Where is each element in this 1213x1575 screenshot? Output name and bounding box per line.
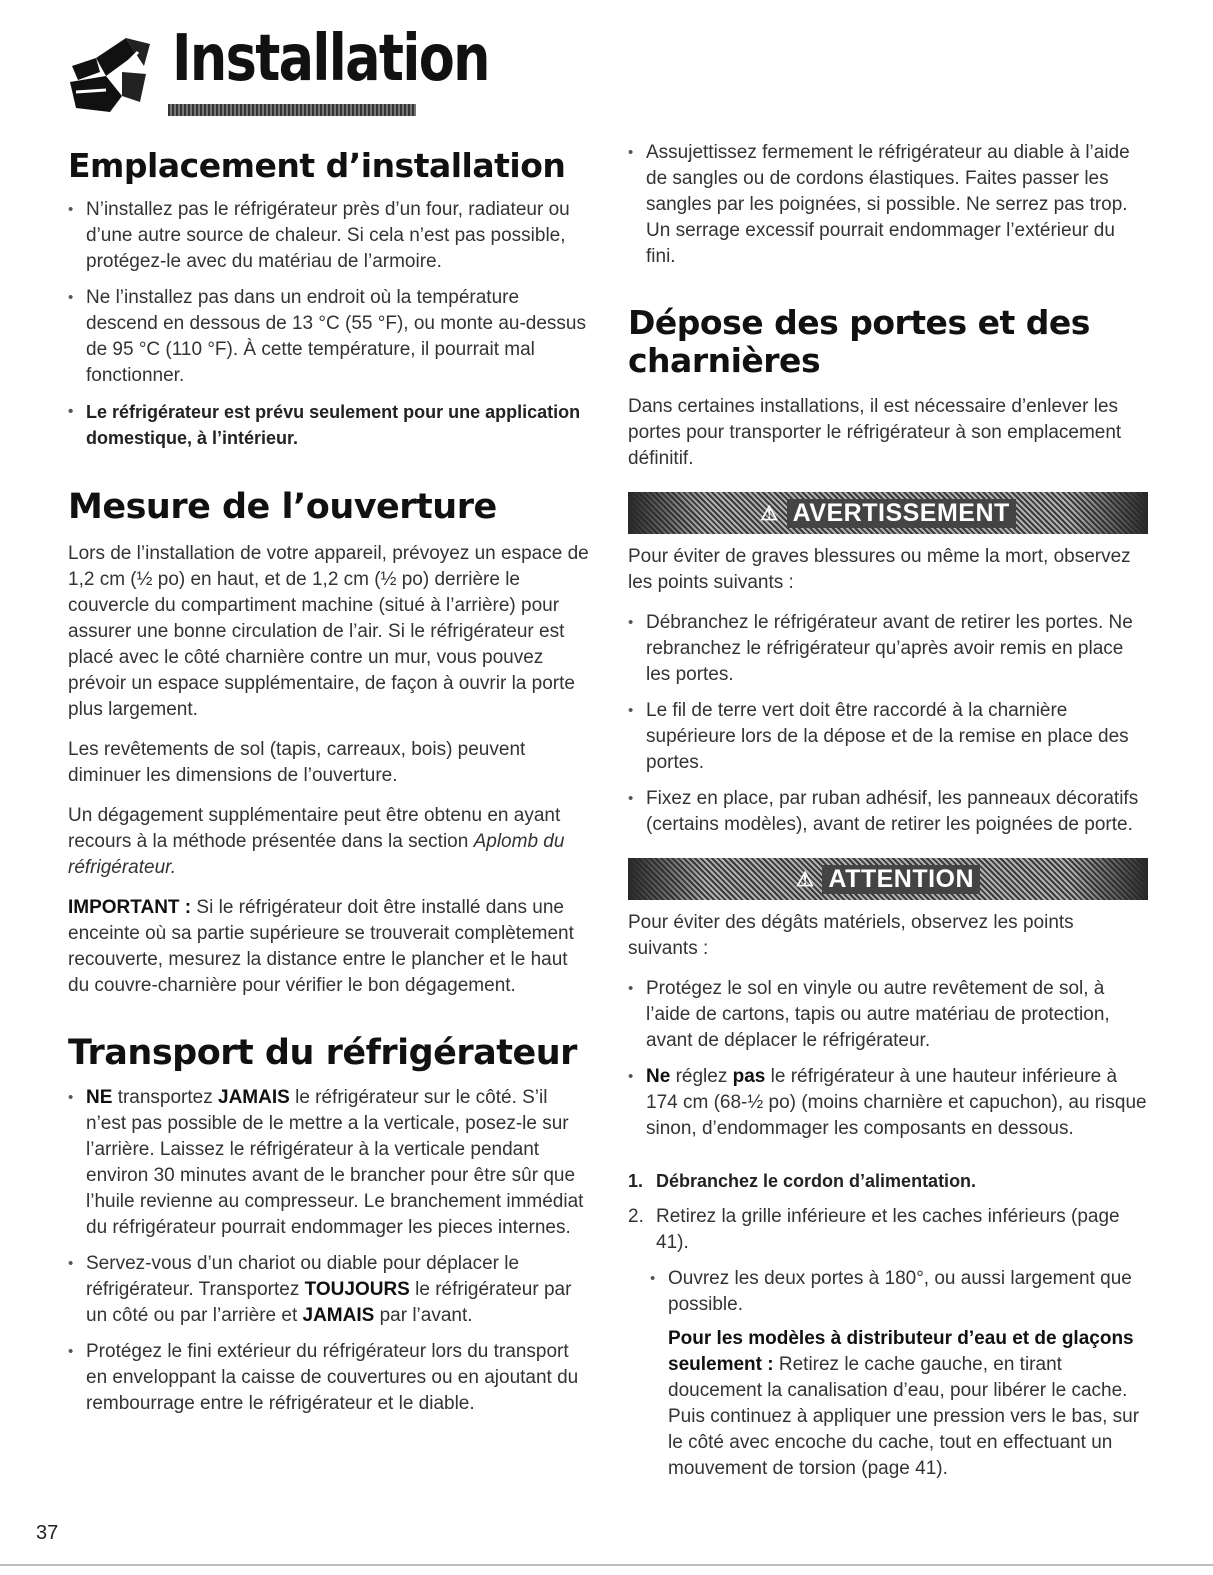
list-item: • Ne l’installez pas dans un endroit où la température descend en dessous de 13 °C (55 °F), ou monte au-dessus de 95 °C (110 °F). À cette température, il pourrait mal fonctionner. <box>68 285 592 389</box>
warning-banner <box>628 492 1148 534</box>
list-item: • Protégez le fini extérieur du réfrigérateur lors du transport en enveloppant la caisse de couvertures ou en ajoutant du rembourrage entre le réfrigérateur et le diable. <box>68 1339 592 1417</box>
left-column <box>68 140 592 1427</box>
sub-list <box>650 1266 1148 1318</box>
warning-triangle-icon: ⚠ <box>795 868 815 891</box>
section-reference: Aplomb du réfrigérateur. <box>68 831 565 878</box>
note-label: Pour les modèles à distributeur d’eau et de glaçons seulement : <box>668 1328 1134 1375</box>
steps-list <box>628 1168 1148 1256</box>
list-item <box>68 1251 592 1329</box>
text-span: Si le réfrigérateur doit être installé dans une enceinte où sa partie supérieure se trouverait complètement recouverte, mesurez la distance entre le plancher et le haut du couvre-charnière pour vérifier le bon dégagement. <box>68 897 574 996</box>
paragraph: Pour éviter de graves blessures ou même la mort, observez les points suivants : <box>628 546 1131 593</box>
text-span: Servez-vous d’un chariot ou diable pour déplacer le réfrigérateur. Transportez <box>86 1253 520 1300</box>
text-span: transportez <box>117 1087 213 1108</box>
banner-label: ATTENTION <box>822 865 980 894</box>
title-underline <box>168 104 416 116</box>
step-number: 1. <box>628 1171 644 1191</box>
list-item: • Fixez en place, par ruban adhésif, les panneaux décoratifs (certains modèles), avant de retirer les poignées de porte. <box>628 786 1148 838</box>
right-column <box>628 140 1148 1482</box>
list-item: • Protégez le sol en vinyle ou autre revêtement de sol, à l’aide de cartons, tapis ou autre matériau de protection, avant de déplacer le réfrigérateur. <box>628 976 1148 1054</box>
note-text: Retirez le cache gauche, en tirant doucement la canalisation d’eau, pour libérer le cache. Puis continuez à appliquer une pression vers le bas, sur le côté avec encoche du cache, tout en effectuant un mouvement de torsion (page 41). <box>668 1354 1140 1479</box>
emphasis: NE <box>86 1087 113 1108</box>
step-text: Retirez la grille inférieure et les caches inférieurs (page 41). <box>656 1206 1120 1253</box>
step-number: 2. <box>628 1206 644 1227</box>
text-span: par l’avant. <box>379 1305 473 1326</box>
emphasis: JAMAIS <box>302 1305 375 1326</box>
emphasis: Ne <box>646 1066 671 1087</box>
paragraph: Lors de l’installation de votre appareil, prévoyez un espace de 1,2 cm (½ po) en haut, et de 1,2 cm (½ po) derrière le couvercle du compartiment machine (situé à l’arrière) pour assurer une bonne circulation de l’air. Si le réfrigérateur est placé avec le côté charnière contre un mur, vous pouvez prévoir un espace supplémentaire, de façon à ouvrir la porte plus largement. <box>68 543 589 720</box>
page-number: 37 <box>36 1522 59 1544</box>
text-span: le réfrigérateur à une hauteur inférieure à 174 cm (68-½ po) (moins charnière et capuchon), au risque sinon, d’endommager les composants en dessous. <box>646 1066 1147 1139</box>
list-item: • Débranchez le réfrigérateur avant de retirer les portes. Ne rebranchez le réfrigérateur qu’après avoir remis en place les portes. <box>628 610 1148 688</box>
emphasis: TOUJOURS <box>304 1279 410 1300</box>
list-item: • Ouvrez les deux portes à 180°, ou aussi largement que possible. <box>650 1266 1148 1318</box>
list-item <box>68 1085 592 1241</box>
text-span: le réfrigérateur sur le côté. S’il n’est pas possible de le mettre a la verticale, posez-le sur l’arrière. Laissez le réfrigérateur à la verticale pendant environ 30 minutes avant de le brancher pour être sûr que l’huile revienne au compresseur. Le branchement immédiat du réfrigérateur pourrait endommager les pieces internes. <box>86 1087 584 1238</box>
paragraph: Pour éviter des dégâts matériels, observez les points suivants : <box>628 912 1074 959</box>
installation-logo-icon <box>66 32 154 112</box>
emphasis: pas <box>732 1066 766 1087</box>
important-label: IMPORTANT : <box>68 897 192 918</box>
list-item: • N’installez pas le réfrigérateur près d’un four, radiateur ou d’une autre source de chaleur. Si cela n’est pas possible, protégez-le avec du matériau de l’armoire. <box>68 197 592 275</box>
caution-banner <box>628 858 1148 900</box>
warning-list <box>628 610 1148 838</box>
warning-triangle-icon: ⚠ <box>760 502 779 525</box>
bottom-divider <box>0 1564 1213 1566</box>
list-item: • Le fil de terre vert doit être raccordé à la charnière supérieure lors de la dépose et de la remise en place des portes. <box>628 698 1148 776</box>
caution-list <box>628 976 1148 1142</box>
transport-continued-list <box>628 140 1148 270</box>
page-title: Installation <box>172 22 489 96</box>
text-span: le réfrigérateur par un côté ou par l’arrière et <box>86 1279 572 1326</box>
text-span: Un dégagement supplémentaire peut être obtenu en ayant recours à la méthode présentée dans la section <box>68 805 561 852</box>
text-span: réglez <box>675 1066 728 1087</box>
banner-label: AVERTISSEMENT <box>787 499 1016 528</box>
list-item: • Assujettissez fermement le réfrigérateur au diable à l’aide de sangles ou de cordons élastiques. Faites passer les sangles par les poignées, si possible. Ne serrez pas trop. Un serrage excessif pourrait endommager l’extérieur du fini. <box>628 140 1148 270</box>
important-paragraph <box>68 895 592 999</box>
emplacement-list <box>68 197 592 451</box>
list-item-bold: • Le réfrigérateur est prévu seulement pour une application domestique, à l’intérieur. <box>68 399 592 451</box>
paragraph: Les revêtements de sol (tapis, carreaux, bois) peuvent diminuer les dimensions de l’ouverture. <box>68 739 526 786</box>
step-text: Débranchez le cordon d’alimentation. <box>656 1171 977 1191</box>
paragraph <box>68 803 592 881</box>
model-note <box>668 1326 1148 1482</box>
transport-list <box>68 1085 592 1417</box>
heading-transport: Transport du réfrigérateur <box>68 1033 577 1073</box>
step-item <box>628 1168 1148 1194</box>
list-item <box>628 1064 1148 1142</box>
heading-depose: Dépose des portes et des charnières <box>628 303 1090 380</box>
heading-mesure: Mesure de l’ouverture <box>68 487 497 527</box>
step-item <box>628 1204 1148 1256</box>
emphasis: JAMAIS <box>218 1087 290 1108</box>
heading-emplacement: Emplacement d’installation <box>68 146 566 185</box>
paragraph: Dans certaines installations, il est nécessaire d’enlever les portes pour transporter le réfrigérateur à son emplacement définitif. <box>628 396 1122 469</box>
